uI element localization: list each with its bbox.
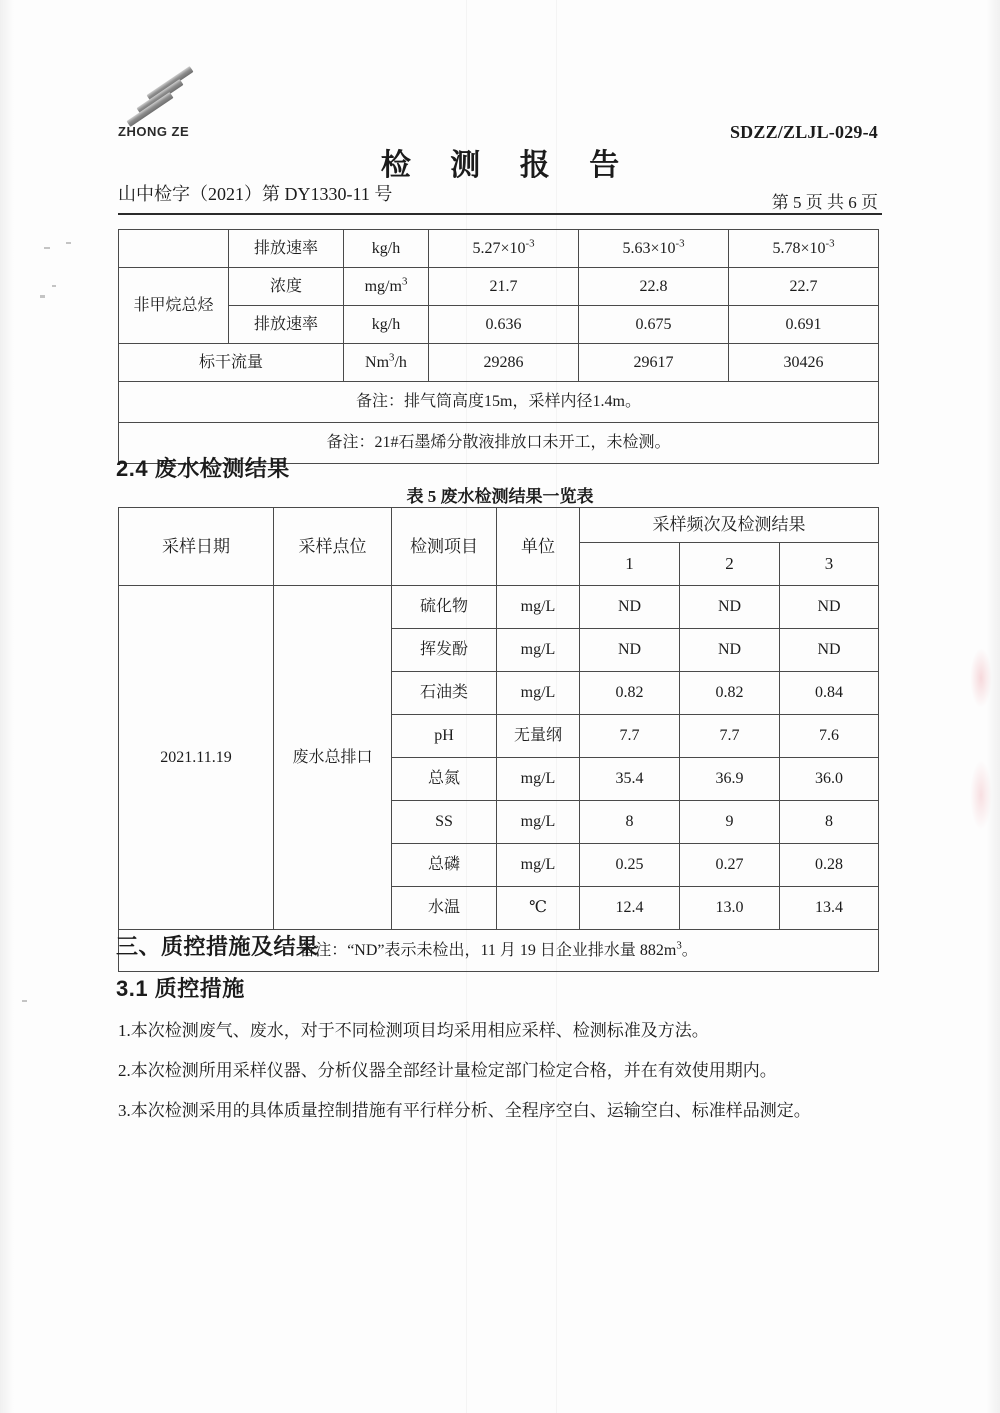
header-frequency-2: 2 bbox=[680, 543, 780, 586]
qc-paragraph-3: 3.本次检测采用的具体质量控制措施有平行样分析、全程序空白、运输空白、标准样品测定。 bbox=[118, 1101, 811, 1120]
cell-test-item: 总氮 bbox=[392, 758, 497, 801]
cell-value-2: ND bbox=[680, 586, 780, 629]
cell-sampling-point: 废水总排口 bbox=[274, 586, 392, 930]
cell-value-3: 13.4 bbox=[780, 887, 879, 930]
cell-value-2: ND bbox=[680, 629, 780, 672]
cell-value-1: 8 bbox=[580, 801, 680, 844]
header-frequency-3: 3 bbox=[780, 543, 879, 586]
table-5-caption: 表 5 废水检测结果一览表 bbox=[406, 487, 594, 506]
header-unit: 单位 bbox=[497, 508, 580, 586]
scan-speck bbox=[52, 285, 56, 287]
gas-value-2: 22.8 bbox=[579, 268, 729, 306]
gas-metric: 排放速率 bbox=[229, 230, 344, 268]
cell-test-item: 挥发酚 bbox=[392, 629, 497, 672]
scan-edge-shadow bbox=[0, 0, 14, 1413]
section-heading-3: 三、质控措施及结果 bbox=[116, 934, 319, 959]
cell-value-1: ND bbox=[580, 586, 680, 629]
cell-unit: mg/L bbox=[497, 801, 580, 844]
gas-value-3: 22.7 bbox=[729, 268, 879, 306]
gas-results-table bbox=[118, 229, 879, 464]
scan-edge-shadow bbox=[986, 0, 1000, 1413]
cell-value-3: 0.28 bbox=[780, 844, 879, 887]
table-row bbox=[119, 306, 879, 344]
gas-value-3: 0.691 bbox=[729, 306, 879, 344]
cell-value-3: 7.6 bbox=[780, 715, 879, 758]
water-remark: 备注：“ND”表示未检出，11 月 19 日企业排水量 $882m^3$。 bbox=[119, 930, 879, 972]
gas-remark-2: 备注：21#石墨烯分散液排放口未开工，未检测。 bbox=[119, 423, 879, 464]
gas-value-2: $5.63\times 10^{-3}$ bbox=[579, 230, 729, 268]
cell-test-item: SS bbox=[392, 801, 497, 844]
cell-unit: mg/L bbox=[497, 586, 580, 629]
report-number: 山中检字（2021）第 DY1330-11 号 bbox=[118, 184, 393, 204]
qc-paragraph-1: 1.本次检测废气、废水，对于不同检测项目均采用相应采样、检测标准及方法。 bbox=[118, 1021, 709, 1040]
table-row bbox=[119, 586, 879, 629]
cell-unit: 无量纲 bbox=[497, 715, 580, 758]
section-heading-2-4: 2.4 废水检测结果 bbox=[116, 456, 290, 481]
scan-speck bbox=[66, 242, 71, 244]
cell-test-item: 石油类 bbox=[392, 672, 497, 715]
cell-unit: mg/L bbox=[497, 844, 580, 887]
table-header-row bbox=[119, 508, 879, 543]
cell-value-1: 0.82 bbox=[580, 672, 680, 715]
stamp-bleed-mark bbox=[970, 760, 992, 830]
gas-value-2: 0.675 bbox=[579, 306, 729, 344]
cell-value-2: 36.9 bbox=[680, 758, 780, 801]
cell-value-1: 7.7 bbox=[580, 715, 680, 758]
header-frequency-group: 采样频次及检测结果 bbox=[580, 508, 879, 543]
scan-speck bbox=[22, 1000, 27, 1002]
cell-value-1: 35.4 bbox=[580, 758, 680, 801]
stamp-bleed-mark bbox=[970, 648, 992, 708]
cell-value-2: 9 bbox=[680, 801, 780, 844]
table-row bbox=[119, 382, 879, 423]
gas-metric: 排放速率 bbox=[229, 306, 344, 344]
gas-unit: kg/h bbox=[344, 306, 429, 344]
cell-value-2: 0.82 bbox=[680, 672, 780, 715]
cell-value-1: ND bbox=[580, 629, 680, 672]
gas-unit: kg/h bbox=[344, 230, 429, 268]
gas-value-3: 30426 bbox=[729, 344, 879, 382]
cell-sampling-date: 2021.11.19 bbox=[119, 586, 274, 930]
logo-bars-icon bbox=[126, 78, 206, 122]
page-title: 检 测 报 告 bbox=[380, 149, 636, 182]
cell-unit: ℃ bbox=[497, 887, 580, 930]
gas-unit: $mg/m^3$ bbox=[344, 268, 429, 306]
gas-value-2: 29617 bbox=[579, 344, 729, 382]
cell-value-3: ND bbox=[780, 629, 879, 672]
gas-value-1: 0.636 bbox=[429, 306, 579, 344]
scan-speck bbox=[44, 247, 50, 249]
gas-unit: Nm$^3$/h bbox=[344, 344, 429, 382]
table-row bbox=[119, 268, 879, 306]
cell-value-3: 8 bbox=[780, 801, 879, 844]
cell-value-1: 12.4 bbox=[580, 887, 680, 930]
header-test-item: 检测项目 bbox=[392, 508, 497, 586]
header-sampling-date: 采样日期 bbox=[119, 508, 274, 586]
header-divider bbox=[118, 213, 882, 215]
cell-test-item: 水温 bbox=[392, 887, 497, 930]
section-heading-3-1: 3.1 质控措施 bbox=[116, 976, 245, 1001]
document-code: SDZZ/ZLJL-029-4 bbox=[729, 122, 878, 142]
cell-value-3: 0.84 bbox=[780, 672, 879, 715]
gas-metric: 浓度 bbox=[229, 268, 344, 306]
header-sampling-point: 采样点位 bbox=[274, 508, 392, 586]
header-frequency-1: 1 bbox=[580, 543, 680, 586]
qc-paragraph-2: 2.本次检测所用采样仪器、分析仪器全部经计量检定部门检定合格，并在有效使用期内。 bbox=[118, 1061, 777, 1080]
cell-unit: mg/L bbox=[497, 629, 580, 672]
table-row bbox=[119, 344, 879, 382]
table-row bbox=[119, 230, 879, 268]
cell-value-3: ND bbox=[780, 586, 879, 629]
gas-remark-1: 备注：排气筒高度15m，采样内径1.4m。 bbox=[119, 382, 879, 423]
cell-test-item: 硫化物 bbox=[392, 586, 497, 629]
cell-unit: mg/L bbox=[497, 758, 580, 801]
logo-text: ZHONG ZE bbox=[118, 124, 190, 139]
page-number: 第 5 页 共 6 页 bbox=[771, 193, 878, 212]
gas-param-flow: 标干流量 bbox=[119, 344, 344, 382]
gas-param-blank bbox=[119, 230, 229, 268]
cell-test-item: pH bbox=[392, 715, 497, 758]
gas-param-nmhc: 非甲烷总烃 bbox=[119, 268, 229, 344]
cell-value-3: 36.0 bbox=[780, 758, 879, 801]
gas-value-1: $5.27\times 10^{-3}$ bbox=[429, 230, 579, 268]
cell-value-2: 13.0 bbox=[680, 887, 780, 930]
scan-speck bbox=[40, 295, 45, 298]
cell-unit: mg/L bbox=[497, 672, 580, 715]
gas-value-1: 21.7 bbox=[429, 268, 579, 306]
gas-value-1: 29286 bbox=[429, 344, 579, 382]
wastewater-results-table bbox=[118, 507, 879, 972]
cell-value-2: 0.27 bbox=[680, 844, 780, 887]
cell-test-item: 总磷 bbox=[392, 844, 497, 887]
gas-value-3: $5.78\times 10^{-3}$ bbox=[729, 230, 879, 268]
cell-value-1: 0.25 bbox=[580, 844, 680, 887]
cell-value-2: 7.7 bbox=[680, 715, 780, 758]
